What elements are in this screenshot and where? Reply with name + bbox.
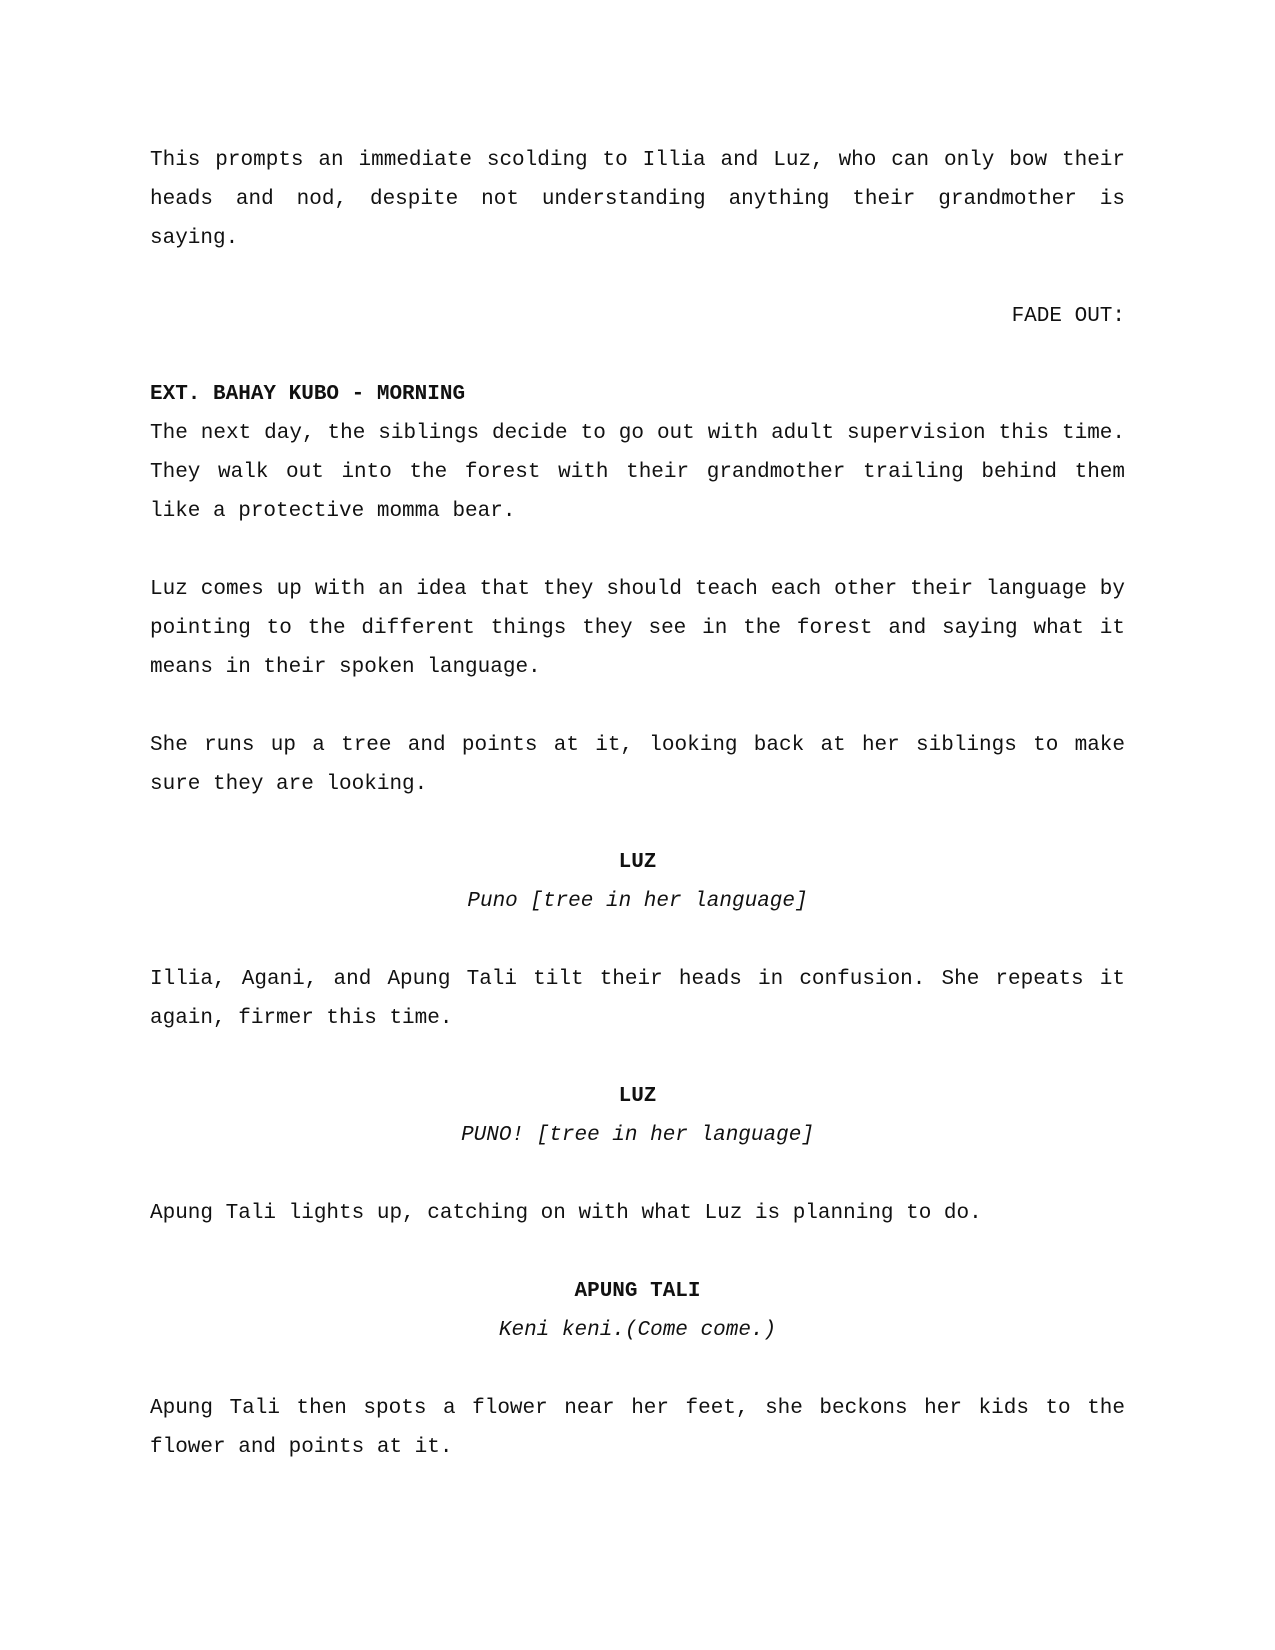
transition-fade-out: FADE OUT: [1011,305,1125,328]
action-paragraph: This prompts an immediate scolding to Illia and Luz, who can only bow their heads and nod, despite not understanding anything their grandmother is saying. [150,149,1125,250]
dialogue-line: PUNO! [tree in her language] [461,1124,814,1147]
action-paragraph: Luz comes up with an idea that they should teach each other their language by pointing to the different things they see in the forest and saying what it means in their spoken language. [150,578,1125,679]
character-name: APUNG TALI [574,1280,701,1303]
action-paragraph: Illia, Agani, and Apung Tali tilt their heads in confusion. She repeats it again, firmer this time. [150,968,1125,1030]
spacer [150,1350,1125,1389]
spacer [150,687,1125,726]
spacer [150,531,1125,570]
spacer [150,336,1125,375]
character-name: LUZ [618,1085,657,1108]
script-content [150,141,1125,1467]
action-paragraph: The next day, the siblings decide to go out with adult supervision this time. They walk out into the forest with their grandmother trailing behind them like a protective momma bear. [150,422,1125,523]
spacer [150,258,1125,297]
spacer [150,804,1125,843]
action-paragraph: Apung Tali then spots a flower near her feet, she beckons her kids to the flower and points at it. [150,1397,1125,1459]
scene-heading: EXT. BAHAY KUBO - MORNING [150,383,466,406]
dialogue-line: Puno [tree in her language] [467,890,808,913]
spacer [150,1233,1125,1272]
dialogue-line: Keni keni.(Come come.) [498,1319,777,1342]
spacer [150,1038,1125,1077]
spacer [150,921,1125,960]
character-name: LUZ [618,851,657,874]
action-paragraph: Apung Tali lights up, catching on with what Luz is planning to do. [150,1202,982,1225]
spacer [150,1155,1125,1194]
action-paragraph: She runs up a tree and points at it, looking back at her siblings to make sure they are looking. [150,734,1125,796]
